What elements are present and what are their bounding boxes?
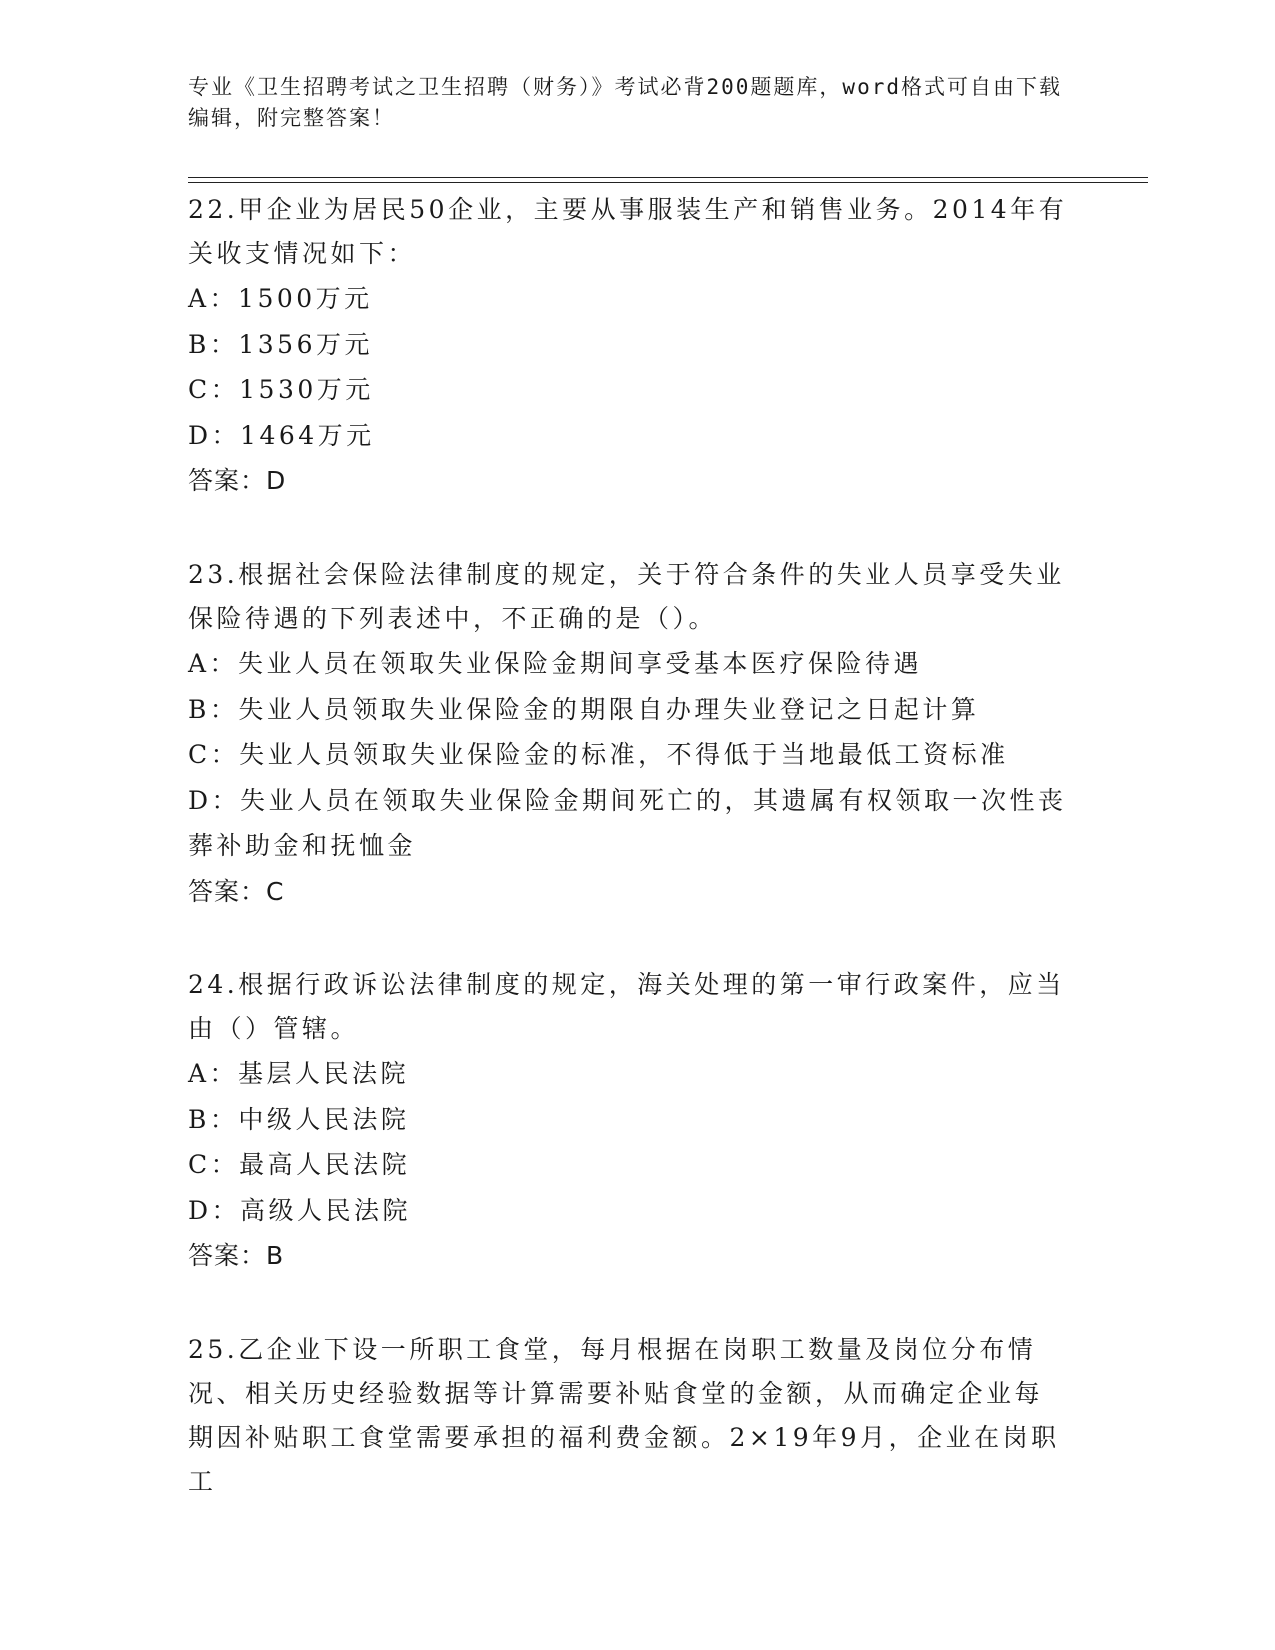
option-d: D：1464万元 [188,420,375,450]
question-24 [188,963,1068,1278]
answer: 答案：B [188,1241,285,1270]
option-b: B：中级人民法院 [188,1104,410,1134]
question-stem: 24.根据行政诉讼法律制度的规定，海关处理的第一审行政案件，应当由（）管辖。 [188,970,1065,1043]
question-23 [188,553,1068,914]
option-b: B：1356万元 [188,329,373,359]
option-c: C：1530万元 [188,375,374,404]
header-divider-second [188,182,1148,183]
option-c: C：最高人民法院 [188,1150,411,1179]
question-22 [188,188,1068,503]
option-c: C：失业人员领取失业保险金的标准，不得低于当地最低工资标准 [188,740,1009,769]
answer: 答案：D [188,466,287,495]
option-a: A：失业人员在领取失业保险金期间享受基本医疗保险待遇 [188,649,923,678]
option-b: B：失业人员领取失业保险金的期限自办理失业登记之日起计算 [188,694,980,724]
option-a: A：1500万元 [188,284,373,313]
question-stem: 25.乙企业下设一所职工食堂，每月根据在岗职工数量及岗位分布情况、相关历史经验数据等计算需要补贴食堂的金额，从而确定企业每期因补贴职工食堂需要承担的福利费金额。2×19年9月，企业在岗职工 [188,1335,1060,1496]
header-divider [188,177,1148,178]
document-header: 专业《卫生招聘考试之卫生招聘（财务）》考试必背200题题库，word格式可自由下载编辑，附完整答案！ [188,75,1062,130]
option-a: A：基层人民法院 [188,1059,410,1088]
question-stem: 23.根据社会保险法律制度的规定，关于符合条件的失业人员享受失业保险待遇的下列表述中，不正确的是（）。 [188,560,1065,633]
option-d: D：失业人员在领取失业保险金期间死亡的，其遗属有权领取一次性丧葬补助金和抚恤金 [188,785,1067,860]
question-stem: 22.甲企业为居民50企业，主要从事服装生产和销售业务。2014年有关收支情况如下： [188,195,1068,268]
question-25 [188,1328,1068,1504]
option-d: D：高级人民法院 [188,1195,412,1225]
answer: 答案：C [188,876,285,906]
